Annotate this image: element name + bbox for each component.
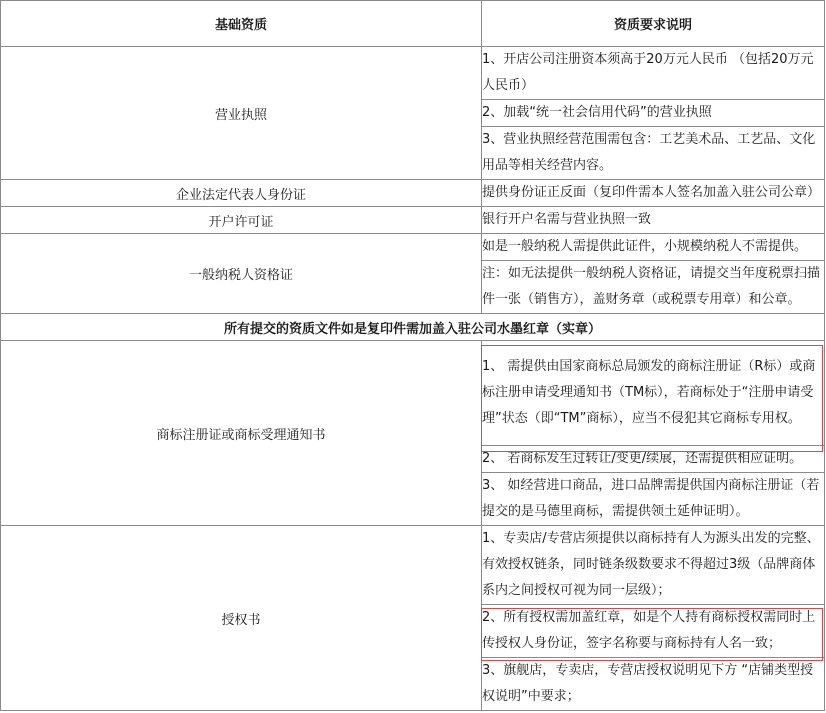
authorization-item-2: 2、所有授权需加盖红章，如是个人持有商标授权需同时上传授权人身份证，签字名称要与商标持有人名一致； (482, 605, 825, 658)
header-requirement-description: 资质要求说明 (482, 1, 825, 47)
trademark-label: 商标注册证或商标受理通知书 (1, 341, 482, 526)
license-item-3: 3、营业执照经营范围需包含：工艺美术品、工艺品、文化用品等相关经营内容。 (482, 127, 825, 180)
stamp-notice: 所有提交的资质文件如是复印件需加盖入驻公司水墨红章（实章） (1, 314, 825, 341)
license-item-2: 2、加载“统一社会信用代码”的营业执照 (482, 100, 825, 127)
id-card-text: 提供身份证正反面（复印件需本人签名加盖入驻公司公章） (482, 180, 825, 207)
trademark-item-1: 1、 需提供由国家商标总局颁发的商标注册证（R标）或商标注册申请受理通知书（TM标），若商标处于“注册申请受理”状态（即“TM”商标），应当不侵犯其它商标专用权。 (482, 341, 825, 446)
authorization-item-1: 1、专卖店/专营店须提供以商标持有人为源头出发的完整、有效授权链条，同时链条级数要求不得超过3级（品牌商体系内之间授权可视为同一层级）； (482, 526, 825, 605)
table-row (1, 526, 825, 605)
taxpayer-item-2: 注：如无法提供一般纳税人资格证，请提交当年度税票扫描件一张（销售方），盖财务章（或税票专用章）和公章。 (482, 261, 825, 314)
table-row (1, 207, 825, 234)
bank-permit-label: 开户许可证 (1, 207, 482, 234)
trademark-item-3: 3、 如经营进口商品，进口品牌需提供国内商标注册证（若提交的是马德里商标，需提供领土延伸证明）。 (482, 473, 825, 526)
header-basic-qualification: 基础资质 (1, 1, 482, 47)
authorization-item-3: 3、旗舰店，专卖店，专营店授权说明见下方 “店铺类型授权说明”中要求； (482, 658, 825, 711)
bank-permit-text: 银行开户名需与营业执照一致 (482, 207, 825, 234)
authorization-label: 授权书 (1, 526, 482, 711)
taxpayer-label: 一般纳税人资格证 (1, 234, 482, 314)
table-row (1, 234, 825, 261)
taxpayer-item-1: 如是一般纳税人需提供此证件，小规模纳税人不需提供。 (482, 234, 825, 261)
table-row (1, 47, 825, 100)
trademark-item-2: 2、 若商标发生过转让/变更/续展，还需提供相应证明。 (482, 446, 825, 473)
table-header-row (1, 1, 825, 47)
license-label: 营业执照 (1, 47, 482, 180)
license-item-1: 1、开店公司注册资本须高于20万元人民币 （包括20万元人民币） (482, 47, 825, 100)
table-row (1, 314, 825, 341)
table-row (1, 341, 825, 446)
id-card-label: 企业法定代表人身份证 (1, 180, 482, 207)
table-row (1, 180, 825, 207)
